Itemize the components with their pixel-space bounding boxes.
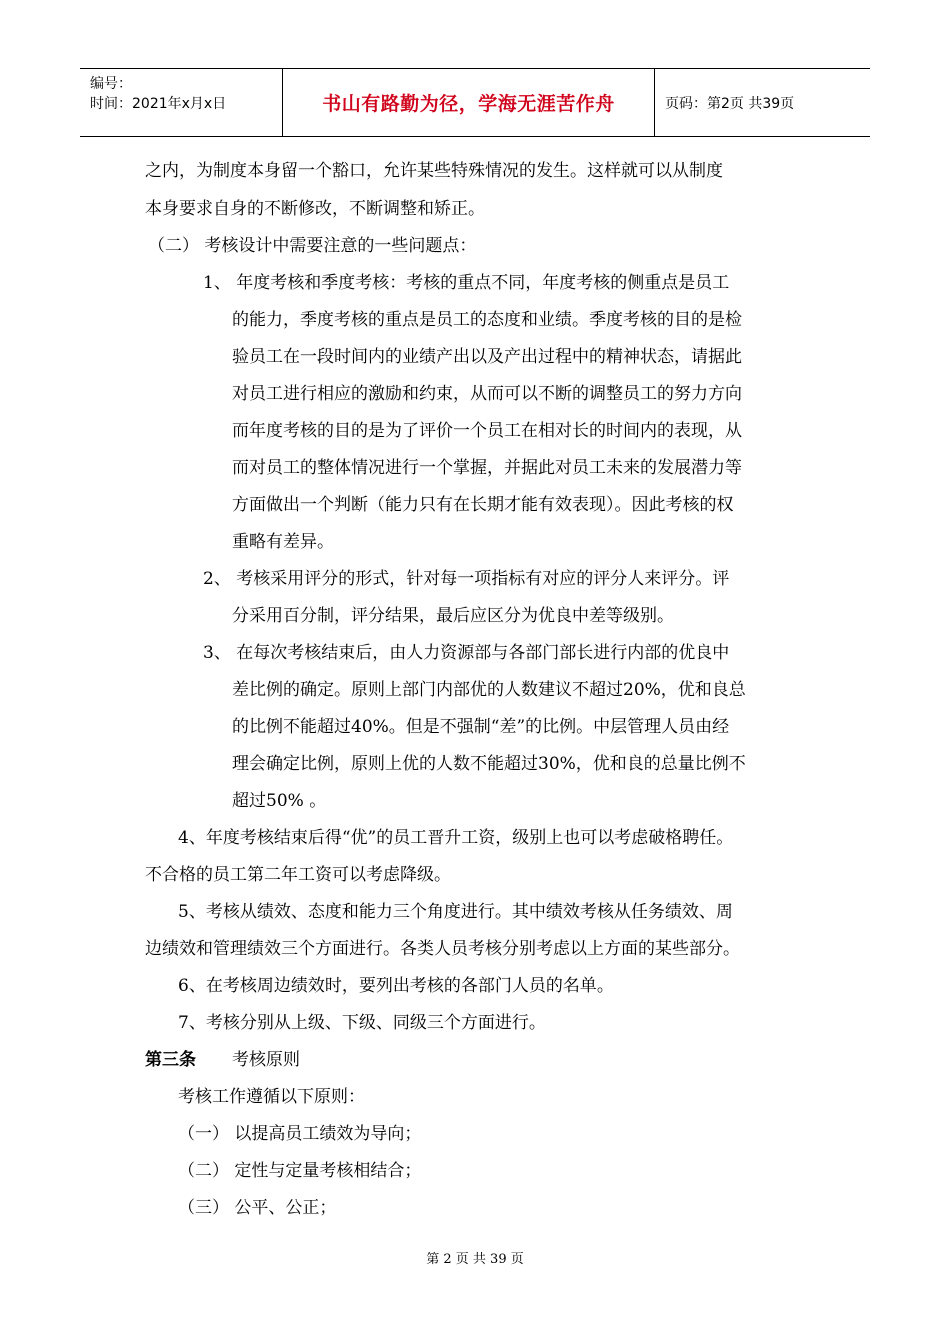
- body-line: 方面做出一个判断（能力只有在长期才能有效表现）。因此考核的权: [232, 495, 734, 515]
- body-line: 本身要求自身的不断修改，不断调整和矫正。: [145, 199, 485, 219]
- list-item: 1、 年度考核和季度考核：考核的重点不同，年度考核的侧重点是员工: [203, 273, 730, 293]
- list-item: 7、考核分别从上级、下级、同级三个方面进行。: [178, 1013, 546, 1033]
- body-line: 分采用百分制，评分结果，最后应区分为优良中差等级别。: [232, 606, 674, 626]
- body-line: 验员工在一段时间内的业绩产出以及产出过程中的精神状态，请据此: [232, 347, 742, 367]
- header-meta: [80, 69, 283, 136]
- number-label: 编号：: [90, 76, 132, 92]
- header-page-cell: [655, 69, 870, 136]
- body-line: 重略有差异。: [232, 532, 334, 552]
- list-item: 2、 考核采用评分的形式，针对每一项指标有对应的评分人来评分。评: [203, 569, 730, 589]
- body-line: 不合格的员工第二年工资可以考虑降级。: [145, 865, 451, 885]
- body-line: 理会确定比例，原则上优的人数不能超过30%，优和良的总量比例不: [232, 754, 746, 774]
- section-heading: （二） 考核设计中需要注意的一些问题点：: [148, 236, 477, 256]
- body-line: 考核工作遵循以下原则：: [178, 1087, 365, 1107]
- list-item: （二） 定性与定量考核相结合；: [178, 1161, 422, 1181]
- body-line: 差比例的确定。原则上部门内部优的人数建议不超过20%，优和良总: [232, 680, 746, 700]
- header-motto-cell: [283, 69, 655, 136]
- body-line: 之内，为制度本身留一个豁口，允许某些特殊情况的发生。这样就可以从制度: [145, 161, 723, 181]
- time-label: 时间：2021年x月x日: [90, 96, 227, 112]
- list-item: （一） 以提高员工绩效为导向；: [178, 1124, 422, 1144]
- body-line: 对员工进行相应的激励和约束，从而可以不断的调整员工的努力方向: [232, 384, 742, 404]
- motto: 书山有路勤为径，学海无涯苦作舟: [322, 93, 615, 115]
- body-line: 的能力，季度考核的重点是员工的态度和业绩。季度考核的目的是检: [232, 310, 742, 330]
- article-title: 考核原则: [232, 1050, 300, 1070]
- body-line: 边绩效和管理绩效三个方面进行。各类人员考核分别考虑以上方面的某些部分。: [145, 939, 740, 959]
- list-item: 4、年度考核结束后得“优”的员工晋升工资，级别上也可以考虑破格聘任。: [178, 828, 734, 848]
- body-line: 而对员工的整体情况进行一个掌握，并据此对员工未来的发展潜力等: [232, 458, 742, 478]
- list-item: 6、在考核周边绩效时，要列出考核的各部门人员的名单。: [178, 976, 614, 996]
- list-item: 5、考核从绩效、态度和能力三个角度进行。其中绩效考核从任务绩效、周: [178, 902, 733, 922]
- page-label: 页码：第2页 共39页: [665, 95, 795, 112]
- page-header: [80, 68, 870, 137]
- body-line: 超过50% 。: [232, 791, 327, 811]
- body-line: 的比例不能超过40%。但是不强制“差”的比例。中层管理人员由经: [232, 717, 730, 737]
- list-item: 3、 在每次考核结束后，由人力资源部与各部门部长进行内部的优良中: [203, 643, 730, 663]
- page-footer: 第 2 页 共 39 页: [426, 1252, 524, 1267]
- body-line: 而年度考核的目的是为了评价一个员工在相对长的时间内的表现，从: [232, 421, 742, 441]
- article-number: 第三条: [145, 1050, 196, 1070]
- list-item: （三） 公平、公正；: [178, 1198, 337, 1218]
